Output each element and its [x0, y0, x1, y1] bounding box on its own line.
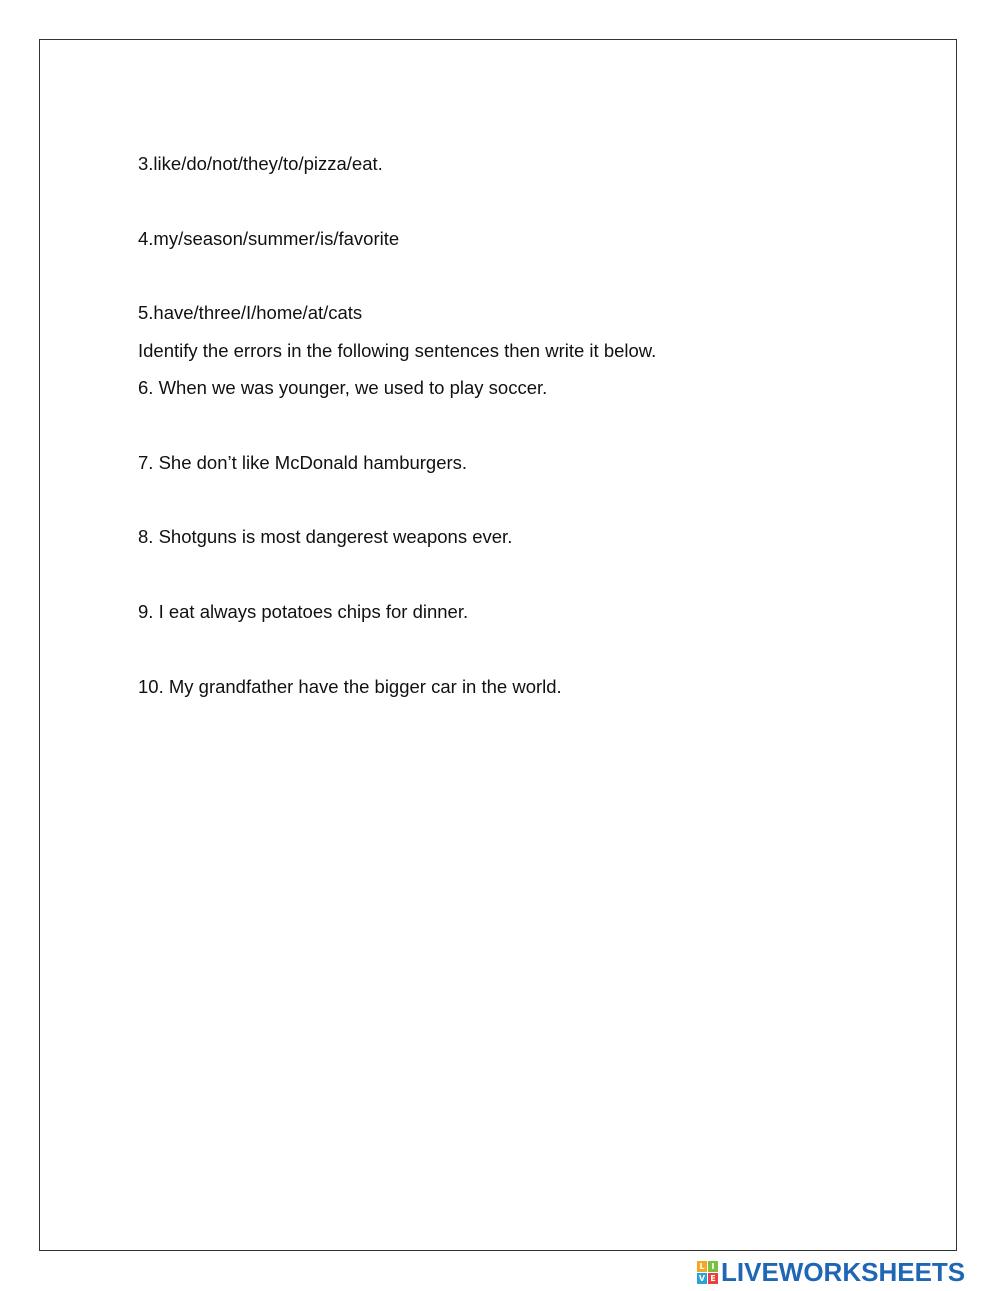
section-instructions: Identify the errors in the following sentences then write it below.: [138, 340, 657, 361]
logo-letter-l: L: [697, 1261, 707, 1272]
question-7: 7. She don’t like McDonald hamburgers.: [138, 452, 468, 473]
liveworksheets-brand: [697, 1258, 965, 1286]
question-3: 3.like/do/not/they/to/pizza/eat.: [138, 153, 383, 174]
question-9: 9. I eat always potatoes chips for dinner.: [138, 601, 469, 622]
question-5: 5.have/three/I/home/at/cats: [138, 302, 363, 323]
worksheet-page-border: [39, 39, 957, 1251]
question-10: 10. My grandfather have the bigger car in the world.: [138, 676, 562, 697]
liveworksheets-logo-icon: [697, 1261, 718, 1284]
brand-wordmark: LIVEWORKSHEETS: [721, 1257, 966, 1287]
logo-letter-i: I: [708, 1261, 718, 1272]
logo-letter-e: E: [708, 1273, 718, 1284]
question-4: 4.my/season/summer/is/favorite: [138, 228, 400, 249]
question-6: 6. When we was younger, we used to play soccer.: [138, 377, 548, 398]
logo-letter-v: V: [698, 1273, 706, 1283]
question-8: 8. Shotguns is most dangerest weapons ever.: [138, 526, 513, 547]
